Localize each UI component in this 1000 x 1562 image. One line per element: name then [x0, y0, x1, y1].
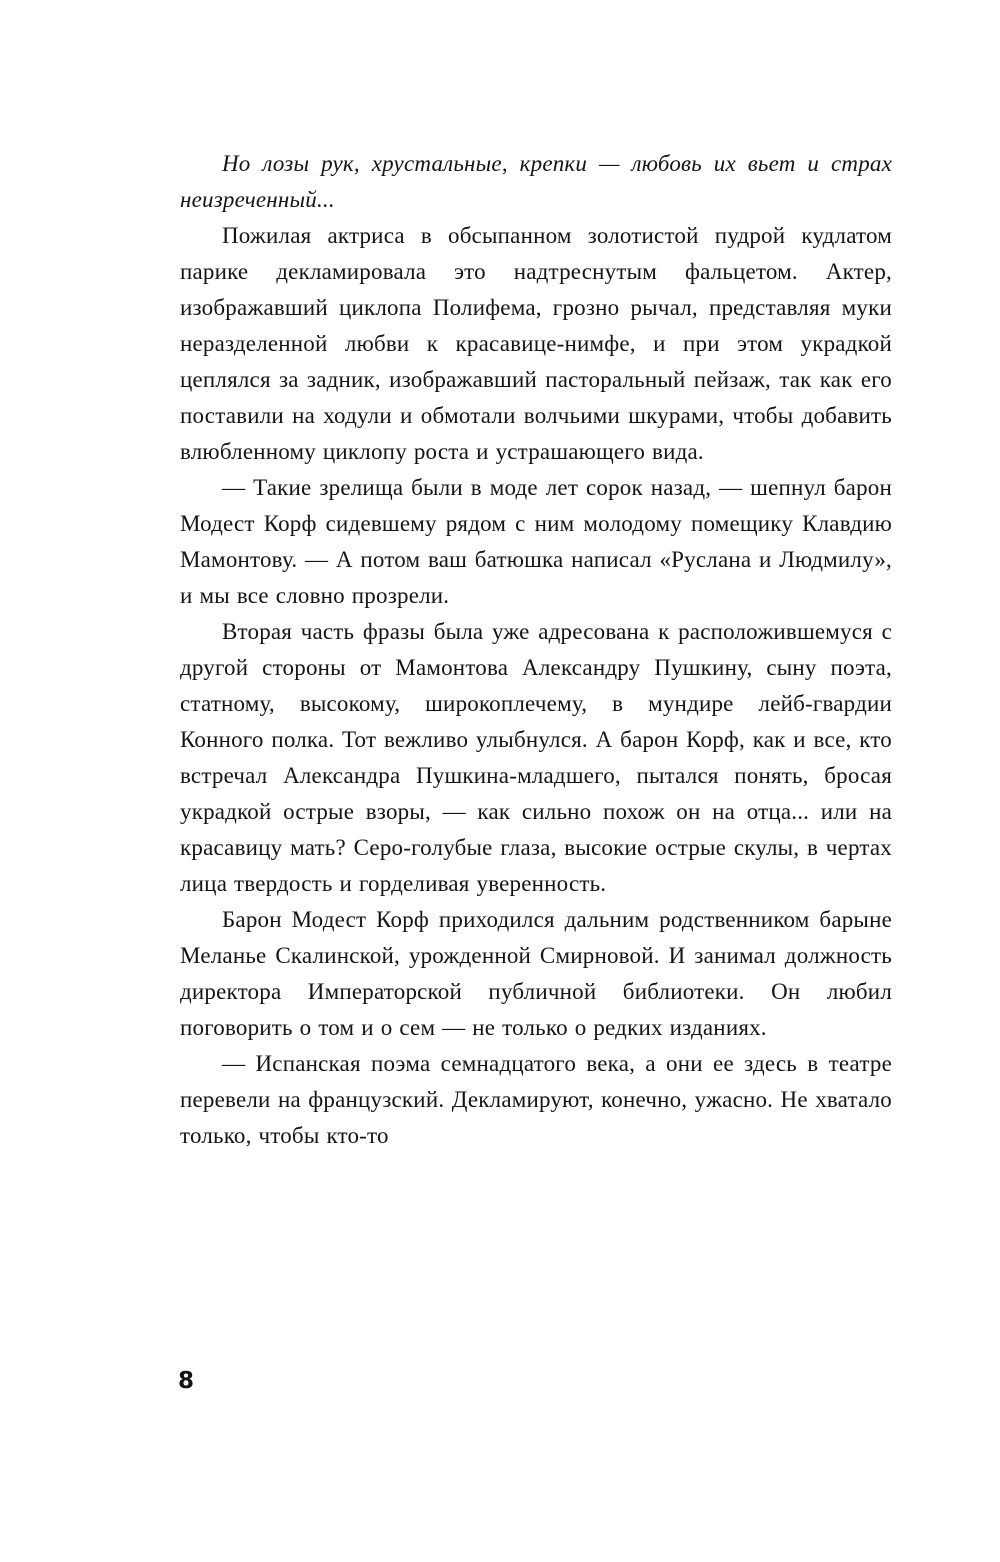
paragraph-dialogue-korf: — Такие зрелища были в моде лет сорок назад, — шепнул барон Модест Корф сидевшему рядом с ним молодому помещику Клавдию Мамонтову. — А потом ваш батюшка написал «Руслана и Людмилу», и мы все словно прозрели.: [180, 475, 892, 608]
page-number: 8: [178, 1368, 195, 1394]
paragraph-korf-background: Барон Модест Корф приходился дальним родственником барыне Меланье Скалинской, урожденной Смирновой. И занимал должность директора Императорской публичной библиотеки. Он любил поговорить о том и о сем — не только о редких изданиях.: [180, 907, 892, 1040]
paragraph-actress: Пожилая актриса в обсыпанном золотистой пудрой кудлатом парике декламировала это надтреснутым фальцетом. Актер, изображавший циклопа Полифема, грозно рычал, представляя муки неразделенной любви к красавице-нимфе, и при этом украдкой цеплялся за задник, изображавший пасторальный пейзаж, так как его поставили на ходули и обмотали волчьими шкурами, чтобы добавить влюбленному циклопу роста и устрашающего вида.: [180, 223, 892, 464]
paragraph-dialogue-poem: — Испанская поэма семнадцатого века, а они ее здесь в театре перевели на французский. Декламируют, конечно, ужасно. Не хватало только, чтобы кто-то: [180, 1051, 892, 1148]
epigraph-verse: Но лозы рук, хрустальные, крепки — любовь их вьет и страх неизреченный...: [180, 151, 892, 212]
paragraph-pushkin: Вторая часть фразы была уже адресована к расположившемуся с другой стороны от Мамонтова Александру Пушкину, сыну поэта, статному, высокому, широкоплечему, в мундире лейб-гвардии Конного полка. Тот вежливо улыбнулся. А барон Корф, как и все, кто встречал Александра Пушкина-младшего, пытался понять, бросая украдкой острые взоры, — как сильно похож он на отца... или на красавицу мать? Серо-голубые глаза, высокие острые скулы, в чертах лица твердость и горделивая уверенность.: [180, 619, 892, 896]
text-block: [180, 146, 892, 1154]
